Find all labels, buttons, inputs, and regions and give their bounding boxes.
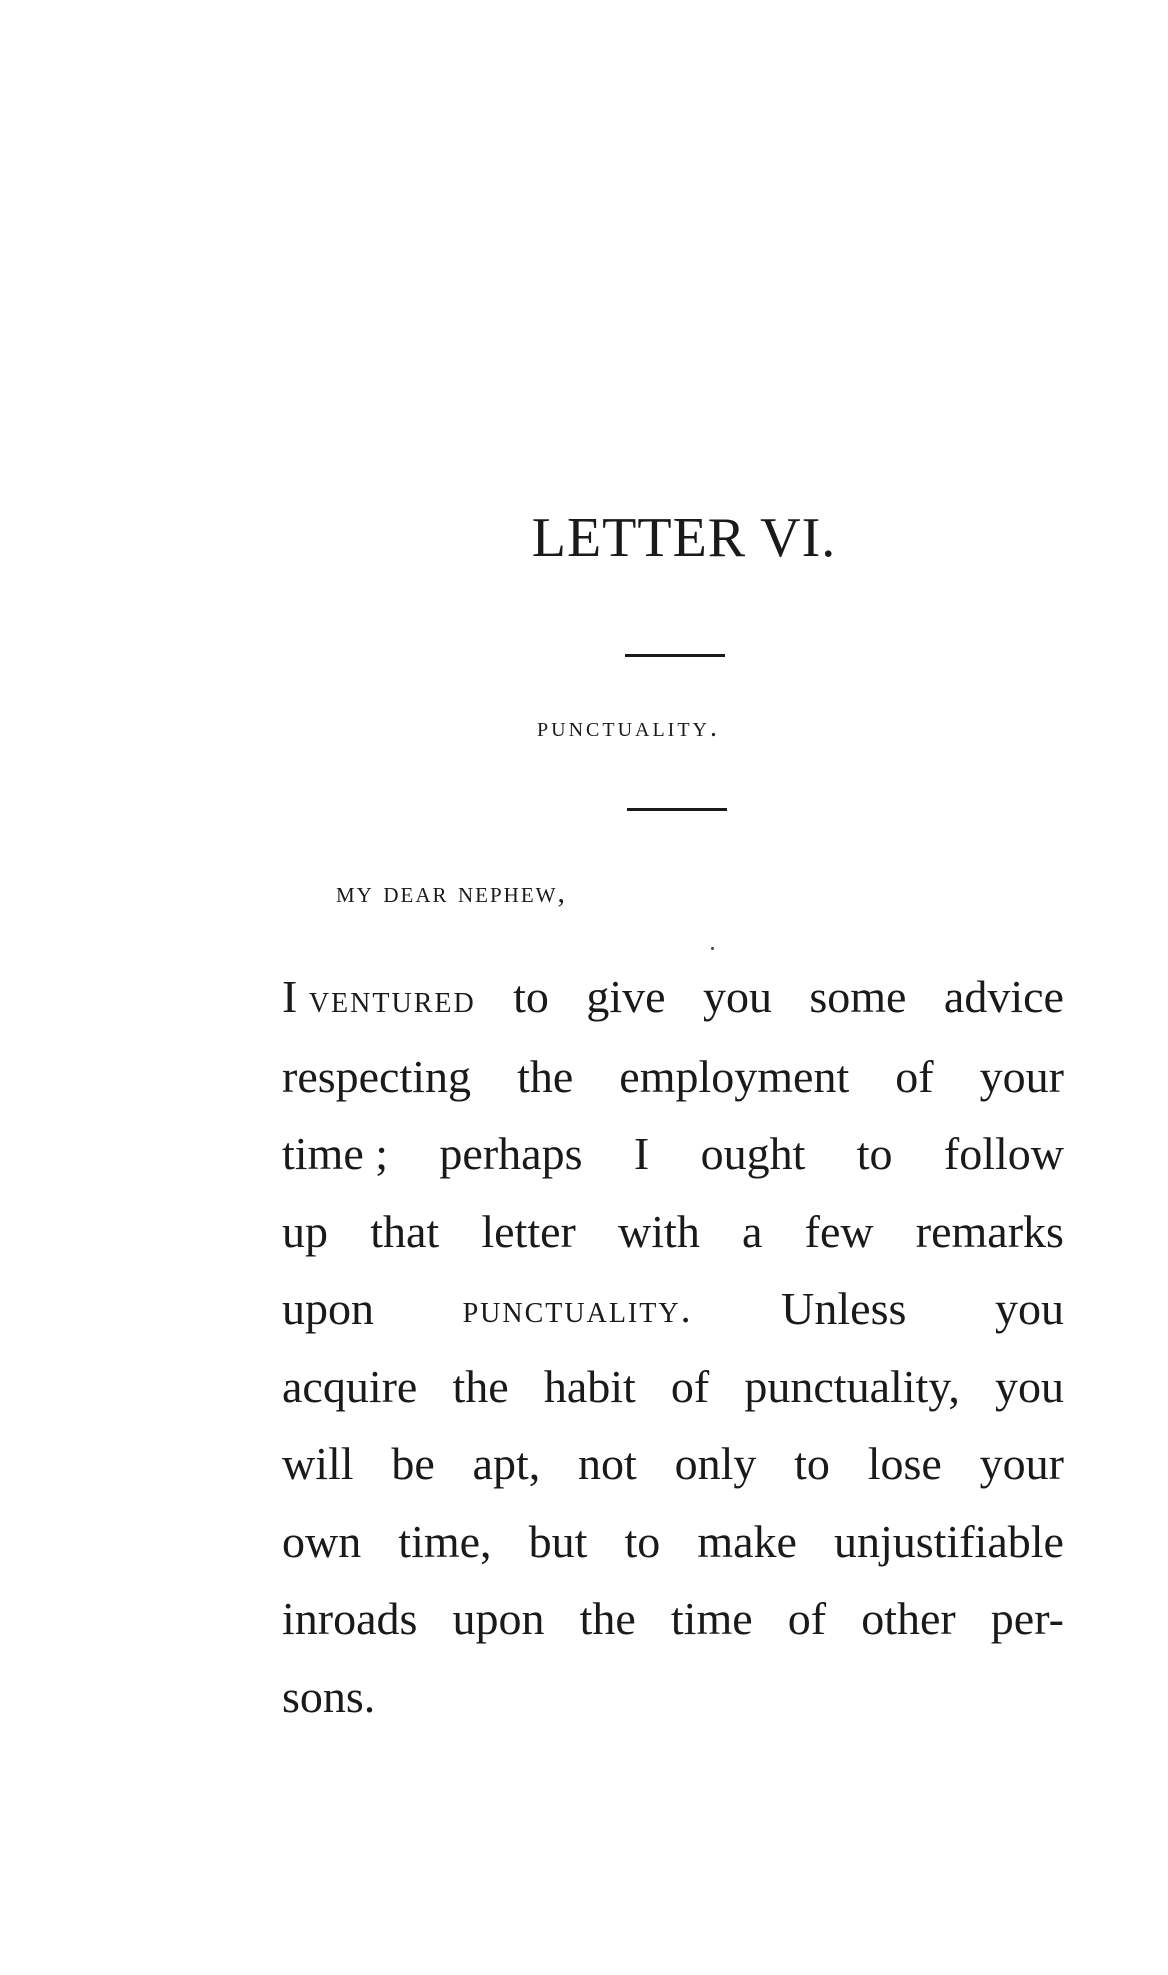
body-line (282, 1580, 1064, 1658)
body-line (282, 958, 1064, 1038)
body-word: a (742, 1205, 763, 1257)
body-word: the (579, 1593, 636, 1644)
body-word: of (787, 1593, 827, 1644)
body-word: make (697, 1515, 797, 1567)
body-line (282, 1193, 1064, 1271)
divider-rule-bottom (627, 808, 727, 811)
body-word-lead: I (282, 971, 298, 1022)
body-word: sons. (282, 1670, 376, 1722)
small-caps-word: ventured (308, 976, 476, 1021)
body-word: you (702, 971, 772, 1022)
body-word: that (370, 1205, 440, 1257)
letter-subject: punctuality. (537, 712, 720, 743)
body-word: perhaps (439, 1128, 583, 1179)
print-speck (711, 947, 714, 950)
body-word: upon (452, 1593, 545, 1644)
body-word: unjustifiable (834, 1515, 1064, 1567)
body-word: few (804, 1205, 874, 1257)
body-word: to (794, 1438, 830, 1489)
body-word: but (528, 1515, 588, 1567)
letter-body (282, 958, 1064, 1735)
body-word: your (979, 1050, 1064, 1102)
body-word: time (670, 1593, 753, 1644)
body-word: I (633, 1128, 650, 1179)
body-line (282, 1503, 1064, 1581)
body-word: Unless (781, 1283, 907, 1334)
body-word: the (452, 1360, 509, 1412)
body-word: will (282, 1438, 354, 1489)
body-word: lose (867, 1438, 942, 1489)
body-word: your (979, 1438, 1064, 1489)
body-word: with (618, 1205, 700, 1257)
body-word: punctuality, (744, 1360, 960, 1412)
body-word: of (670, 1360, 710, 1412)
body-word: respecting (282, 1050, 472, 1102)
body-word: give (586, 971, 666, 1022)
body-word: follow (943, 1128, 1064, 1179)
body-line (282, 1115, 1064, 1193)
body-word: not (578, 1438, 637, 1489)
body-word (282, 958, 476, 1038)
body-word: other (861, 1593, 956, 1644)
body-line (282, 1425, 1064, 1503)
body-word: of (895, 1050, 934, 1102)
body-word: habit (543, 1360, 636, 1412)
body-word: up (282, 1205, 328, 1257)
body-word: remarks (915, 1205, 1064, 1257)
body-word: the (517, 1050, 574, 1102)
body-word: advice (943, 971, 1064, 1022)
body-word: apt, (472, 1438, 541, 1489)
body-word: employment (619, 1050, 850, 1102)
body-word: you (994, 1283, 1064, 1334)
body-word: to (513, 971, 549, 1022)
body-word: time ; (282, 1128, 389, 1179)
body-word: per- (990, 1593, 1064, 1644)
body-line (282, 1348, 1064, 1426)
body-word: ought (700, 1128, 806, 1179)
body-word: to (856, 1128, 893, 1179)
body-word: be (391, 1438, 435, 1489)
body-word: inroads (282, 1593, 418, 1644)
body-word: letter (481, 1205, 576, 1257)
body-word: upon (282, 1283, 374, 1334)
divider-rule-top (625, 654, 725, 657)
letter-title: LETTER VI. (531, 507, 837, 569)
small-caps-word: punctuality. (462, 1286, 693, 1331)
body-word: only (674, 1438, 757, 1489)
body-word: you (994, 1360, 1064, 1412)
body-word: to (624, 1515, 661, 1567)
body-word: acquire (282, 1360, 418, 1412)
body-line (282, 1038, 1064, 1116)
body-line (282, 1658, 1064, 1736)
body-word: time, (398, 1515, 492, 1567)
salutation: my dear nephew, (336, 876, 567, 909)
body-line (282, 1270, 1064, 1348)
body-word: own (282, 1515, 362, 1567)
body-word: some (809, 971, 907, 1022)
